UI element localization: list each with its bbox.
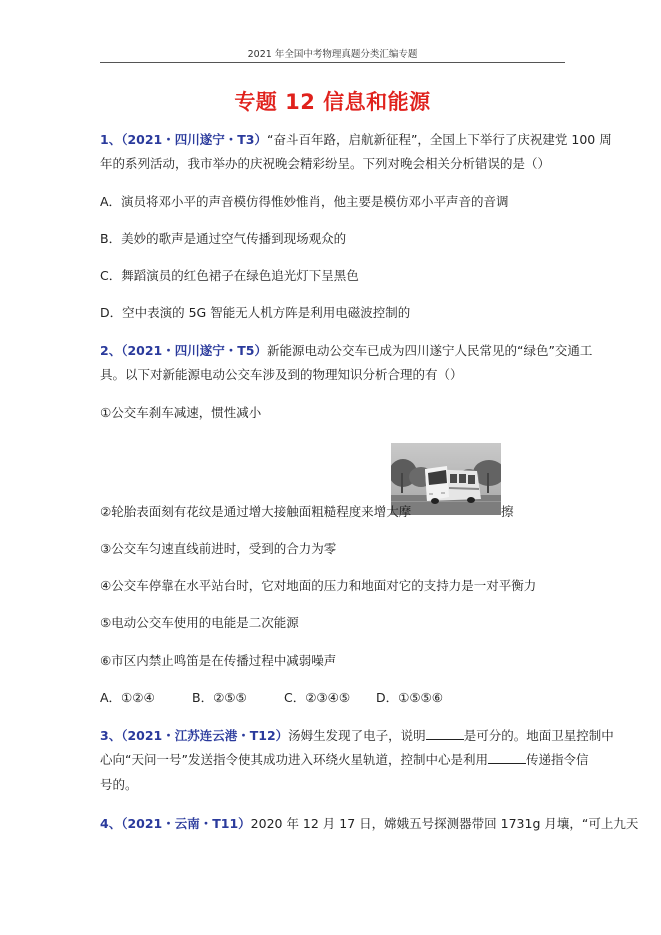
q3-line1 xyxy=(100,728,614,744)
document-title: 专题 12 信息和能源 xyxy=(234,90,431,114)
q2-item2-text: ②轮胎表面刻有花纹是通过增大接触面粗糙程度来增大摩 xyxy=(100,504,412,519)
q3-line3: 号的。 xyxy=(100,777,138,792)
q1-source: （2021・四川遂宁・T3） xyxy=(121,132,267,147)
q1-stem-line1 xyxy=(100,132,612,148)
q2-stem-line2: 具。以下对新能源电动公交车涉及到的物理知识分析合理的有（） xyxy=(100,367,463,382)
q3-text2b: 传递指令信 xyxy=(525,752,589,767)
q3-blank-2 xyxy=(488,752,526,764)
q3-text1b: 是可分的。地面卫星控制中 xyxy=(463,728,614,743)
q1-option-b: B．美妙的歌声是通过空气传播到现场观众的 xyxy=(100,231,347,246)
q3-text1a: 汤姆生发现了电子，说明 xyxy=(288,728,426,743)
q1-stem-text1: “奋斗百年路，启航新征程”，全国上下举行了庆祝建党 100 周 xyxy=(266,132,612,147)
q2-source: （2021・四川遂宁・T5） xyxy=(121,343,267,358)
q4-number: 4、 xyxy=(100,816,122,831)
header-rule xyxy=(100,62,565,63)
q2-item4: ④公交车停靠在水平站台时，它对地面的压力和地面对它的支持力是一对平衡力 xyxy=(100,578,537,593)
q3-number: 3、 xyxy=(100,728,122,743)
q2-item2 xyxy=(100,504,570,520)
q2-stem-text1: 新能源电动公交车已成为四川遂宁人民常见的“绿色”交通工 xyxy=(266,343,593,358)
q2-item6: ⑥市区内禁止鸣笛是在传播过程中减弱噪声 xyxy=(100,653,337,668)
q3-source: （2021・江苏连云港・T12） xyxy=(121,728,289,743)
q1-number: 1、 xyxy=(100,132,122,147)
q2-stem-line1 xyxy=(100,343,593,359)
q2-choice-a: A．①②④ xyxy=(100,690,155,705)
q2-item1: ①公交车刹车减速，惯性减小 xyxy=(100,405,262,420)
q2-item3: ③公交车匀速直线前进时，受到的合力为零 xyxy=(100,541,337,556)
q3-blank-1 xyxy=(426,728,464,740)
q2-choice-d: D．①⑤⑤⑥ xyxy=(376,690,443,705)
running-header: 2021 年全国中考物理真题分类汇编专题 xyxy=(247,49,418,60)
q4-line1 xyxy=(100,816,639,832)
q1-option-d: D．空中表演的 5G 智能无人机方阵是利用电磁波控制的 xyxy=(100,305,411,320)
q2-choice-c: C．②③④⑤ xyxy=(284,690,351,705)
q2-choice-b: B．②⑤⑤ xyxy=(192,690,247,705)
q4-source: （2021・云南・T11） xyxy=(121,816,251,831)
q4-text1: 2020 年 12 月 17 日，嫦娥五号探测器带回 1731g 月壤，“可上九天 xyxy=(250,816,639,831)
q1-option-a: A．演员将邓小平的声音模仿得惟妙惟肖，他主要是模仿邓小平声音的音调 xyxy=(100,194,509,209)
q3-text2a: 心向“天问一号”发送指令使其成功进入环绕火星轨道，控制中心是利用 xyxy=(100,752,488,767)
q2-item5: ⑤电动公交车使用的电能是二次能源 xyxy=(100,615,299,630)
q1-stem-line2: 年的系列活动，我市举办的庆祝晚会精彩纷呈。下列对晚会相关分析错误的是（） xyxy=(100,156,551,171)
q2-item2-tail: 擦 xyxy=(501,504,514,519)
q2-number: 2、 xyxy=(100,343,122,358)
q1-option-c: C．舞蹈演员的红色裙子在绿色追光灯下呈黑色 xyxy=(100,268,359,283)
q3-line2 xyxy=(100,752,589,768)
